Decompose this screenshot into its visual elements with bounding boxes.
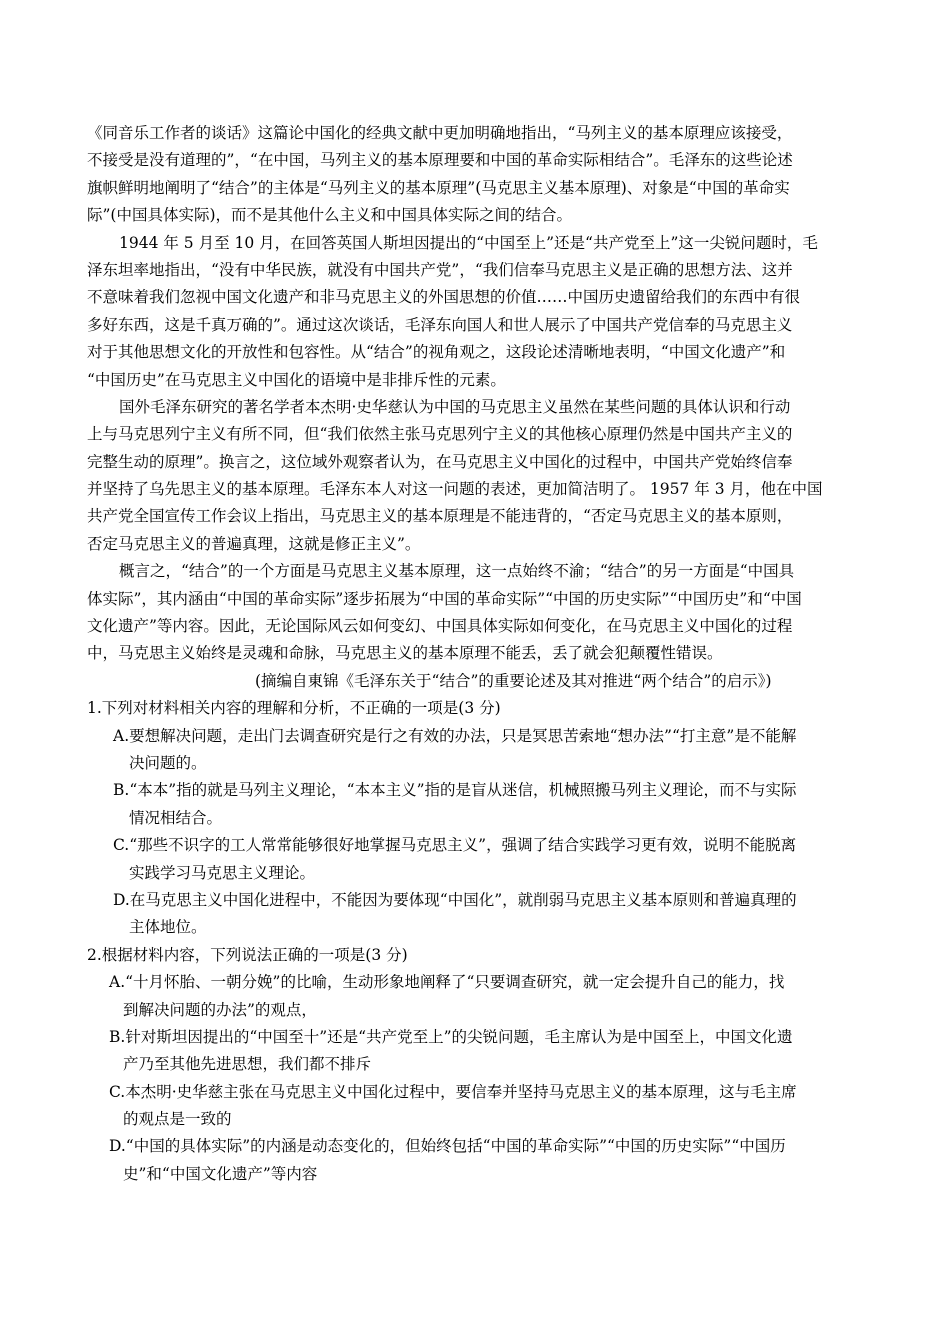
option-a-continued: 到解决问题的办法”的观点， (123, 1000, 317, 1019)
option-c: C.“那些不识字的工人常常能够很好地掌握马克思主义”，强调了结合实践学习更有效，说明不能脱离 (113, 836, 797, 855)
passage-line: 上与马克思列宁主义有所不同，但“我们依然主张马克思列宁主义的其他核心原理仍然是中国共产主义的 (87, 425, 793, 444)
passage-line: 完整生动的原理”。换言之，这位域外观察者认为，在马克思主义中国化的过程中，中国共产党始终信奉 (87, 452, 793, 471)
passage-line: 否定马克思主义的普遍真理，这就是修正主义”。 (87, 534, 421, 553)
document-page (87, 120, 863, 1188)
passage-line: 体实际”，其内涵由“中国的革命实际”逐步拓展为“中国的革命实际”“中国的历史实际”“中国历史”和“中国 (87, 589, 802, 608)
option-d-continued: 主体地位。 (129, 918, 207, 937)
passage-line: 不接受是没有道理的”，“在中国，马列主义的基本原理要和中国的革命实际相结合”。毛泽东的这些论述 (87, 151, 793, 170)
question-stem: 2.根据材料内容，下列说法正确的一项是(3 分) (87, 945, 408, 964)
passage-line: “中国历史”在马克思主义中国化的语境中是非排斥性的元素。 (87, 370, 506, 389)
option-d-continued: 史”和“中国文化遗产”等内容 (123, 1164, 318, 1183)
passage-line: 文化遗产”等内容。因此，无论国际风云如何变幻、中国具体实际如何变化，在马克思主义中国化的过程 (87, 617, 793, 636)
passage-line: 对于其他思想文化的开放性和包容性。从“结合”的视角观之，这段论述清晰地表明，“中国文化遗产”和 (87, 343, 786, 362)
passage-line: 国外毛泽东研究的著名学者本杰明·史华慈认为中国的马克思主义虽然在某些问题的具体认识和行动 (119, 397, 791, 416)
passage-line: 旗帜鲜明地阐明了“结合”的主体是“马列主义的基本原理”(马克思主义基本原理)、对象是“中国的革命实 (87, 178, 790, 197)
question-stem: 1.下列对材料相关内容的理解和分析，不正确的一项是(3 分) (87, 699, 501, 718)
passage-line: 并坚持了乌先思主义的基本原理。毛泽东本人对这一问题的表述，更加简洁明了。 1957 年 3 月，他在中国 (87, 480, 823, 499)
passage-line: 概言之，“结合”的一个方面是马克思主义基本原理，这一点始终不渝；“结合”的另一方面是“中国具 (119, 562, 795, 581)
option-c-continued: 的观点是一致的 (123, 1110, 232, 1129)
option-c-continued: 实践学习马克思主义理论。 (129, 863, 316, 882)
option-b: B.针对斯坦因提出的“中国至十”还是“共产党至上”的尖锐问题，毛主席认为是中国至上，中国文化遗 (109, 1027, 793, 1046)
option-a: A.“十月怀胎、一朝分娩”的比喻，生动形象地阐释了“只要调查研究，就一定会提升自己的能力，找 (109, 973, 785, 992)
option-a-continued: 决问题的。 (129, 753, 207, 772)
option-b-continued: 情况相结合。 (129, 808, 223, 827)
passage-line: 共产党全国宣传工作会议上指出，马克思主义的基本原理是不能违背的，“否定马克思主义的基本原则， (87, 507, 793, 526)
option-b-continued: 产乃至其他先进思想，我们都不排斥 (123, 1055, 372, 1074)
question-1 (87, 695, 863, 942)
option-c: C.本杰明·史华慈主张在马克思主义中国化过程中，要信奉并坚持马克思主义的基本原理，这与毛主席 (109, 1082, 797, 1101)
source-citation: (摘编自東锦《毛泽东关于“结合”的重要论述及其对推进“两个结合”的启示》) (255, 671, 772, 690)
option-d: D.“中国的具体实际”的内涵是动态变化的，但始终包括“中国的革命实际”“中国的历史实际”“中国历 (109, 1137, 786, 1156)
option-b: B.“本本”指的就是马列主义理论，“本本主义”指的是盲从迷信，机械照搬马列主义理论，而不与实际 (113, 781, 797, 800)
passage (87, 120, 863, 668)
passage-line: 1944 年 5 月至 10 月，在回答英国人斯坦因提出的“中国至上”还是“共产党至上”这一尖锐问题时，毛 (119, 233, 818, 252)
passage-line: 中，马克思主义始终是灵魂和命脉，马克思主义的基本原理不能丢，丢了就会犯颠覆性错误。 (87, 644, 723, 663)
option-d: D.在马克思主义中国化进程中，不能因为要体现“中国化”，就削弱马克思主义基本原则和普遍真理的 (113, 890, 797, 909)
question-2 (87, 942, 863, 1189)
passage-line: 《同音乐工作者的谈话》这篇论中国化的经典文献中更加明确地指出，“马列主义的基本原理应该接受， (87, 124, 793, 142)
passage-line: 多好东西，这是千真万确的”。通过这次谈话，毛泽东向国人和世人展示了中国共产党信奉的马克思主义 (87, 315, 793, 334)
option-a: A.要想解决问题，走出门去调查研究是行之有效的办法，只是冥思苦索地“想办法”“打主意”是不能解 (113, 726, 797, 745)
passage-line: 际”(中国具体实际)，而不是其他什么主义和中国具体实际之间的结合。 (87, 206, 573, 225)
passage-line: 泽东坦率地指出，“没有中华民族，就没有中国共产党”，“我们信奉马克思主义是正确的思想方法、这并 (87, 260, 793, 279)
passage-line: 不意味着我们忽视中国文化遗产和非马克思主义的外国思想的价值……中国历史遗留给我们的东西中有很 (87, 288, 801, 307)
